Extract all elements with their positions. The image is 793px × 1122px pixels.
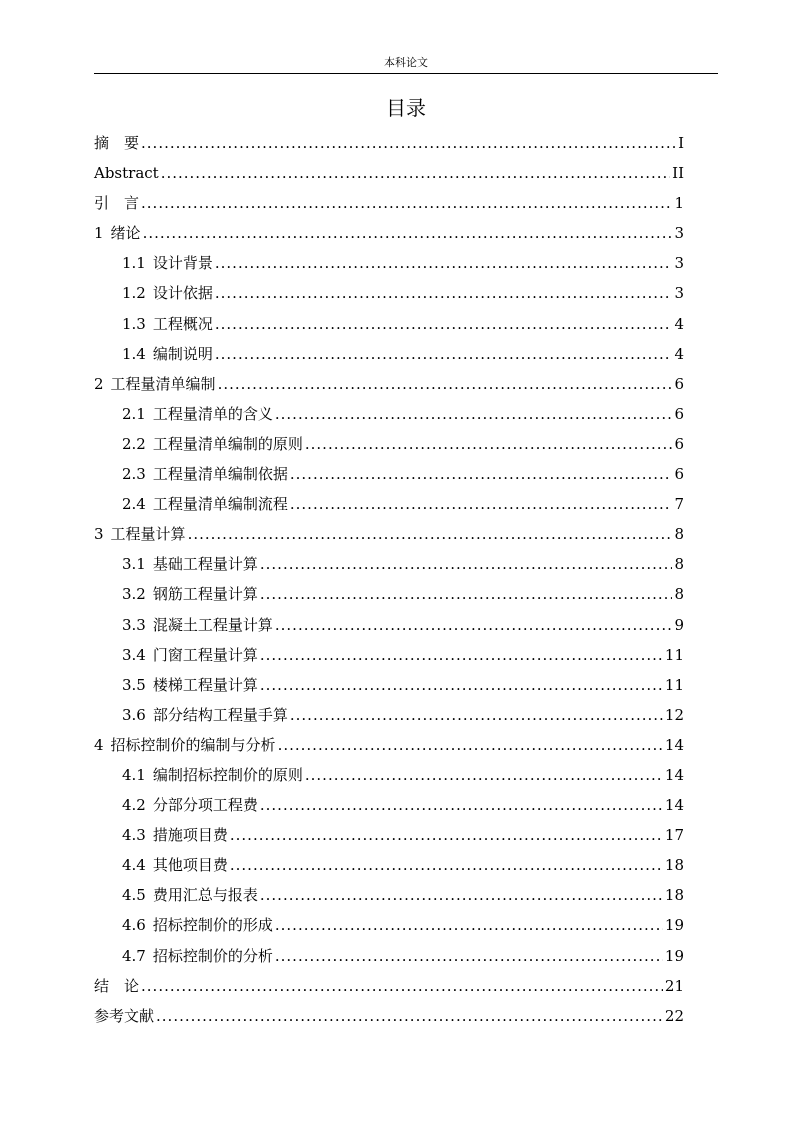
toc-entry[interactable] <box>94 730 684 760</box>
toc-entry[interactable] <box>94 339 684 369</box>
toc-entry-number: 2.2 <box>122 434 146 453</box>
toc-entry-number: 4.4 <box>122 856 146 875</box>
toc-dot-leader <box>260 640 663 670</box>
toc-dot-leader <box>141 128 676 158</box>
toc-entry-label: 工程量清单编制流程 <box>152 495 288 514</box>
toc-entry[interactable] <box>94 910 684 940</box>
toc-entry-label: 工程量计算 <box>110 525 186 544</box>
toc-entry-page: 6 <box>674 465 684 484</box>
toc-entry-label: 工程量清单编制依据 <box>152 465 288 484</box>
toc-entry-label: 钢筋工程量计算 <box>152 585 258 604</box>
toc-entry[interactable] <box>94 278 684 308</box>
toc-dot-leader <box>141 971 663 1001</box>
toc-entry-page: 19 <box>664 916 684 935</box>
toc-entry[interactable] <box>94 971 684 1001</box>
toc-dot-leader <box>260 790 663 820</box>
toc-entry[interactable] <box>94 309 684 339</box>
toc-entry-number: 3.5 <box>122 675 146 694</box>
toc-dot-leader <box>305 760 663 790</box>
toc-entry[interactable] <box>94 640 684 670</box>
toc-entry-page: 17 <box>664 826 684 845</box>
toc-entry-label: 设计依据 <box>152 284 213 303</box>
toc-dot-leader <box>230 850 663 880</box>
header-rule <box>94 73 718 74</box>
toc-entry[interactable] <box>94 820 684 850</box>
toc-dot-leader <box>275 941 663 971</box>
toc-entry[interactable] <box>94 519 684 549</box>
toc-entry-label: Abstract <box>94 164 159 183</box>
toc-entry-label: 结 论 <box>94 976 140 995</box>
toc-entry-number: 4.2 <box>122 796 146 815</box>
toc-entry-number: 3.3 <box>122 615 146 634</box>
toc-entry-number: 4.6 <box>122 916 146 935</box>
toc-entry-number: 3 <box>94 525 104 544</box>
toc-entry-number: 4.7 <box>122 946 146 965</box>
toc-entry-label: 门窗工程量计算 <box>152 645 258 664</box>
toc-entry-page: 7 <box>674 495 684 514</box>
toc-entry-number: 1.1 <box>122 254 146 273</box>
toc-entry-number: 2.1 <box>122 404 146 423</box>
toc-entry-number: 2.3 <box>122 465 146 484</box>
toc-entry-label: 措施项目费 <box>152 826 228 845</box>
toc-entry-number: 3.6 <box>122 705 146 724</box>
toc-entry[interactable] <box>94 188 684 218</box>
toc-entry[interactable] <box>94 850 684 880</box>
toc-entry[interactable] <box>94 670 684 700</box>
toc-entry-number: 2 <box>94 374 104 393</box>
toc-entry-label: 工程量清单的含义 <box>152 404 273 423</box>
toc-entry-label: 招标控制价的形成 <box>152 916 273 935</box>
toc-entry[interactable] <box>94 128 684 158</box>
toc-dot-leader <box>275 910 663 940</box>
toc-dot-leader <box>156 1001 663 1031</box>
toc-entry-page: 1 <box>674 194 684 213</box>
toc-entry[interactable] <box>94 941 684 971</box>
toc-entry[interactable] <box>94 1001 684 1031</box>
toc-entry-page: 6 <box>674 374 684 393</box>
toc-entry-page: 14 <box>664 735 684 754</box>
toc-entry[interactable] <box>94 610 684 640</box>
toc-entry[interactable] <box>94 459 684 489</box>
toc-dot-leader <box>215 248 673 278</box>
toc-entry-number: 4.3 <box>122 826 146 845</box>
toc-entry-page: 3 <box>674 284 684 303</box>
toc-entry[interactable] <box>94 790 684 820</box>
toc-entry-label: 其他项目费 <box>152 856 228 875</box>
toc-entry-page: 18 <box>664 856 684 875</box>
toc-dot-leader <box>278 730 663 760</box>
toc-dot-leader <box>260 670 663 700</box>
toc-dot-leader <box>215 278 673 308</box>
toc-entry-label: 摘 要 <box>94 134 140 152</box>
toc-entry[interactable] <box>94 218 684 248</box>
toc-entry[interactable] <box>94 489 684 519</box>
toc-entry[interactable] <box>94 700 684 730</box>
toc-entry-page: 4 <box>674 344 684 363</box>
toc-entry-page: 14 <box>664 765 684 784</box>
toc-entry[interactable] <box>94 429 684 459</box>
toc-entry-page: 14 <box>664 796 684 815</box>
toc-dot-leader <box>143 218 673 248</box>
toc-entry-label: 绪论 <box>110 224 141 243</box>
toc-entry[interactable] <box>94 158 684 188</box>
toc-entry[interactable] <box>94 880 684 910</box>
toc-dot-leader <box>161 158 670 188</box>
toc-dot-leader <box>290 459 673 489</box>
toc-entry-page: 8 <box>674 585 684 604</box>
toc-dot-leader <box>275 610 673 640</box>
table-of-contents <box>94 128 684 1031</box>
page-header: 本科论文 <box>384 56 428 69</box>
toc-entry-label: 费用汇总与报表 <box>152 886 258 905</box>
toc-entry-page: 18 <box>664 886 684 905</box>
toc-entry-label: 分部分项工程费 <box>152 796 258 815</box>
toc-entry-label: 基础工程量计算 <box>152 555 258 574</box>
toc-entry-page: 22 <box>664 1006 684 1025</box>
toc-entry-label: 设计背景 <box>152 254 213 273</box>
toc-entry-page: 9 <box>674 615 684 634</box>
toc-entry-page: 6 <box>674 434 684 453</box>
toc-entry-page: 8 <box>674 525 684 544</box>
toc-entry-label: 工程量清单编制的原则 <box>152 434 303 453</box>
toc-entry[interactable] <box>94 549 684 579</box>
toc-entry-number: 3.4 <box>122 645 146 664</box>
toc-entry-label: 工程量清单编制 <box>110 374 216 393</box>
toc-entry-label: 招标控制价的编制与分析 <box>110 735 276 754</box>
toc-dot-leader <box>260 880 663 910</box>
toc-entry-number: 3.2 <box>122 585 146 604</box>
toc-dot-leader <box>290 489 673 519</box>
toc-dot-leader <box>215 339 673 369</box>
toc-entry-page: 19 <box>664 946 684 965</box>
toc-entry-label: 编制说明 <box>152 344 213 363</box>
toc-entry-label: 混凝土工程量计算 <box>152 615 273 634</box>
toc-entry[interactable] <box>94 399 684 429</box>
toc-entry-page: 11 <box>664 645 684 664</box>
toc-title: 目录 <box>386 96 426 120</box>
toc-dot-leader <box>188 519 673 549</box>
toc-entry[interactable] <box>94 760 684 790</box>
toc-entry[interactable] <box>94 579 684 609</box>
toc-entry-number: 1.3 <box>122 314 146 333</box>
toc-entry-number: 1 <box>94 224 104 243</box>
toc-entry-page: 3 <box>674 254 684 273</box>
toc-entry-label: 编制招标控制价的原则 <box>152 765 303 784</box>
toc-entry-page: 3 <box>674 224 684 243</box>
toc-entry-number: 4.5 <box>122 886 146 905</box>
toc-entry-page: 4 <box>674 314 684 333</box>
toc-entry-label: 工程概况 <box>152 314 213 333</box>
toc-entry[interactable] <box>94 369 684 399</box>
toc-dot-leader <box>141 188 672 218</box>
toc-entry-number: 2.4 <box>122 495 146 514</box>
toc-entry-number: 3.1 <box>122 555 146 574</box>
toc-entry[interactable] <box>94 248 684 278</box>
toc-dot-leader <box>290 700 663 730</box>
toc-entry-label: 部分结构工程量手算 <box>152 705 288 724</box>
toc-dot-leader <box>215 309 673 339</box>
toc-entry-number: 1.2 <box>122 284 146 303</box>
toc-entry-label: 招标控制价的分析 <box>152 946 273 965</box>
toc-dot-leader <box>260 549 673 579</box>
toc-entry-page: 12 <box>664 705 684 724</box>
toc-entry-label: 楼梯工程量计算 <box>152 675 258 694</box>
toc-entry-label: 参考文献 <box>94 1006 155 1025</box>
toc-entry-number: 4 <box>94 735 104 754</box>
toc-entry-page: I <box>678 134 684 152</box>
toc-dot-leader <box>260 579 673 609</box>
toc-dot-leader <box>275 399 673 429</box>
toc-entry-page: 21 <box>664 976 684 995</box>
toc-entry-page: 11 <box>664 675 684 694</box>
toc-dot-leader <box>305 429 673 459</box>
toc-entry-page: II <box>672 164 684 183</box>
toc-entry-number: 4.1 <box>122 765 146 784</box>
toc-dot-leader <box>230 820 663 850</box>
toc-entry-page: 6 <box>674 404 684 423</box>
toc-dot-leader <box>218 369 673 399</box>
toc-entry-number: 1.4 <box>122 344 146 363</box>
toc-entry-label: 引 言 <box>94 194 140 213</box>
toc-entry-page: 8 <box>674 555 684 574</box>
